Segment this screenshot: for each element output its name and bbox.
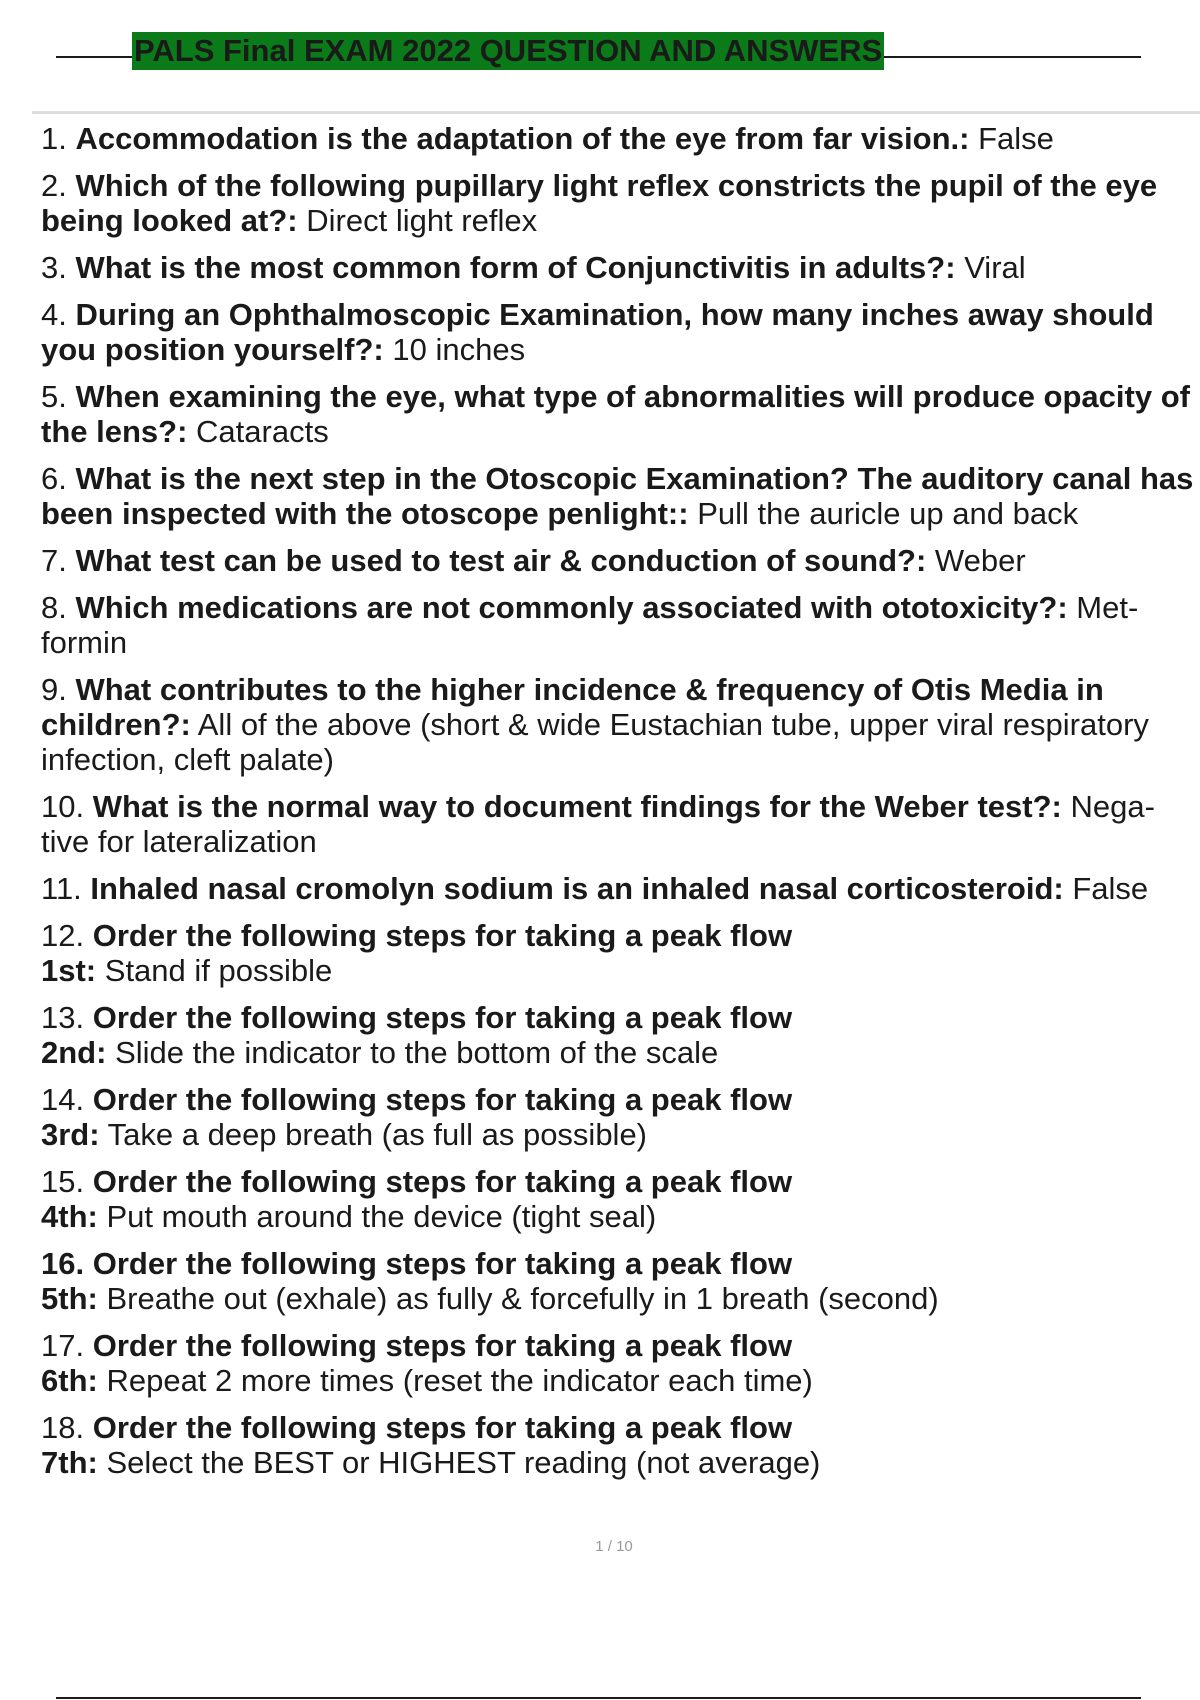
answer-text: Cataracts bbox=[196, 414, 329, 449]
answer-text: All of the above (short & wide Eustachian tube, upper viral respiratory infection, cleft palate) bbox=[41, 707, 1149, 777]
question-text: Order the following steps for taking a peak flow bbox=[92, 1328, 793, 1363]
qa-item bbox=[41, 121, 1194, 156]
question-text: Which medications are not commonly associated with ototoxicity?: bbox=[75, 590, 1068, 625]
item-number: 11. bbox=[41, 871, 82, 906]
question-text: What is the most common form of Conjunctivitis in adults?: bbox=[75, 250, 956, 285]
question-text: Inhaled nasal cromolyn sodium is an inhaled nasal corticosteroid: bbox=[90, 871, 1064, 906]
answer-text: Take a deep breath (as full as possible) bbox=[107, 1117, 648, 1152]
answer-text: Breathe out (exhale) as fully & forcefully in 1 breath (second) bbox=[106, 1281, 939, 1316]
step-label: 7th: bbox=[41, 1445, 98, 1480]
answer-text: Pull the auricle up and back bbox=[697, 496, 1079, 531]
item-number: 16. bbox=[41, 1246, 85, 1281]
document-header bbox=[56, 30, 1141, 70]
answer-text: Weber bbox=[934, 543, 1026, 578]
answer-text: Slide the indicator to the bottom of the scale bbox=[115, 1035, 719, 1070]
question-text: What contributes to the higher incidence & frequency of Otis Media in children?: bbox=[41, 672, 1104, 742]
step-label: 3rd: bbox=[41, 1117, 100, 1152]
answer-text: Direct light reflex bbox=[306, 203, 538, 238]
item-number: 2. bbox=[41, 168, 67, 203]
answer-text: Put mouth around the device (tight seal) bbox=[106, 1199, 657, 1234]
qa-item bbox=[41, 1082, 1194, 1152]
qa-item bbox=[41, 1410, 1194, 1480]
answer-text: Stand if possible bbox=[104, 953, 333, 988]
step-label: 5th: bbox=[41, 1281, 98, 1316]
question-text: Order the following steps for taking a peak flow bbox=[92, 918, 793, 953]
question-text: Order the following steps for taking a peak flow bbox=[92, 1000, 793, 1035]
qa-item bbox=[41, 918, 1194, 988]
qa-item bbox=[41, 1246, 1194, 1316]
step-label: 1st: bbox=[41, 953, 97, 988]
qa-item bbox=[41, 871, 1194, 906]
item-number: 5. bbox=[41, 379, 67, 414]
item-number: 8. bbox=[41, 590, 67, 625]
answer-text: Met- formin bbox=[41, 590, 1139, 660]
item-number: 9. bbox=[41, 672, 67, 707]
question-text: During an Ophthalmoscopic Examination, how many inches away should you position yourself?: bbox=[41, 297, 1154, 367]
item-number: 1. bbox=[41, 121, 67, 156]
qa-item bbox=[41, 168, 1194, 238]
answer-text: Viral bbox=[964, 250, 1026, 285]
header-separator bbox=[32, 111, 1200, 114]
item-number: 15. bbox=[41, 1164, 85, 1199]
step-label: 2nd: bbox=[41, 1035, 107, 1070]
qa-item bbox=[41, 789, 1194, 859]
question-text: Order the following steps for taking a peak flow bbox=[92, 1246, 793, 1281]
qa-item bbox=[41, 461, 1194, 531]
qa-item bbox=[41, 672, 1194, 777]
answer-text: False bbox=[1072, 871, 1149, 906]
answer-text: 10 inches bbox=[392, 332, 526, 367]
step-label: 6th: bbox=[41, 1363, 98, 1398]
item-number: 17. bbox=[41, 1328, 85, 1363]
item-number: 6. bbox=[41, 461, 67, 496]
item-number: 4. bbox=[41, 297, 67, 332]
question-text: What test can be used to test air & conduction of sound?: bbox=[75, 543, 927, 578]
question-text: When examining the eye, what type of abnormalities will produce opacity of the lens?: bbox=[41, 379, 1190, 449]
item-number: 18. bbox=[41, 1410, 85, 1445]
item-number: 7. bbox=[41, 543, 67, 578]
question-text: Order the following steps for taking a peak flow bbox=[92, 1164, 793, 1199]
item-number: 13. bbox=[41, 1000, 85, 1035]
answer-text: Repeat 2 more times (reset the indicator each time) bbox=[106, 1363, 813, 1398]
qa-item bbox=[41, 543, 1194, 578]
qa-item bbox=[41, 1328, 1194, 1398]
question-text: What is the next step in the Otoscopic Examination? The auditory canal has been inspected with the otoscope penlight:: bbox=[41, 461, 1194, 531]
document-title: PALS Final EXAM 2022 QUESTION AND ANSWERS bbox=[134, 33, 883, 68]
qa-item bbox=[41, 250, 1194, 285]
qa-item bbox=[41, 379, 1194, 449]
item-number: 3. bbox=[41, 250, 67, 285]
question-text: Order the following steps for taking a peak flow bbox=[92, 1410, 793, 1445]
question-text: What is the normal way to document findings for the Weber test?: bbox=[92, 789, 1062, 824]
footer-rule bbox=[56, 1697, 1141, 1699]
answer-text: Select the BEST or HIGHEST reading (not average) bbox=[106, 1445, 821, 1480]
step-label: 4th: bbox=[41, 1199, 98, 1234]
question-text: Order the following steps for taking a peak flow bbox=[92, 1082, 793, 1117]
page-number: 1 / 10 bbox=[595, 1538, 633, 1555]
item-number: 10. bbox=[41, 789, 85, 824]
item-number: 12. bbox=[41, 918, 85, 953]
qa-item bbox=[41, 590, 1194, 660]
qa-item bbox=[41, 1000, 1194, 1070]
item-number: 14. bbox=[41, 1082, 85, 1117]
answer-text: False bbox=[978, 121, 1054, 156]
answer-text: Nega- tive for lateralization bbox=[41, 789, 1155, 859]
qa-item bbox=[41, 297, 1194, 367]
qa-item bbox=[41, 1164, 1194, 1234]
question-text: Accommodation is the adaptation of the eye from far vision.: bbox=[75, 121, 970, 156]
question-text: Which of the following pupillary light reflex constricts the pupil of the eye being looked at?: bbox=[41, 168, 1158, 238]
qa-list bbox=[41, 121, 1194, 1492]
